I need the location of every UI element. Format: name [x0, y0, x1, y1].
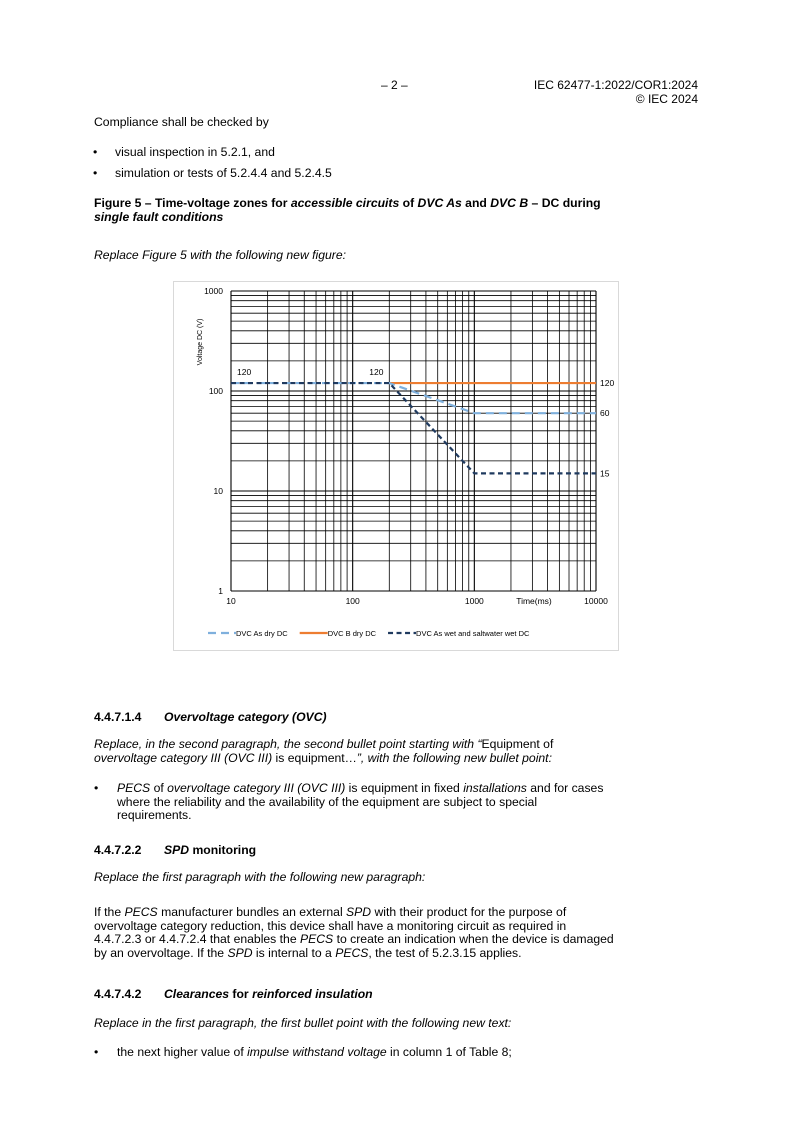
data-label: 120	[237, 367, 252, 378]
legend-label: DVC B dry DC	[327, 629, 377, 638]
figure-caption: Figure 5 – Time-voltage zones for accessible circuits of DVC As and DVC B – DC during single fault conditions	[94, 196, 601, 224]
bullet-icon: •	[94, 781, 99, 795]
x-axis-label: Time(ms)	[516, 596, 552, 606]
section-instruction: Replace the first paragraph with the following new paragraph:	[94, 870, 426, 884]
y-tick-label: 100	[208, 386, 223, 396]
legend-label: DVC As wet and saltwater wet DC	[416, 629, 530, 638]
series-line	[231, 383, 596, 413]
time-voltage-chart	[174, 282, 620, 652]
series-line	[231, 383, 596, 473]
list-item: • the next higher value of impulse withstand voltage in column 1 of Table 8;	[94, 1045, 512, 1059]
replace-note: Replace Figure 5 with the following new figure:	[94, 248, 347, 262]
y-tick-label: 10	[213, 486, 223, 496]
data-label: 120	[600, 378, 615, 389]
page-number: – 2 –	[381, 78, 408, 92]
section-heading: 4.4.7.1.4 Overvoltage category (OVC)	[94, 710, 327, 724]
x-tick-label: 1000	[464, 596, 484, 606]
x-tick-label: 100	[345, 596, 360, 606]
figure-frame	[173, 281, 619, 651]
y-axis-label: Voltage DC (V)	[197, 318, 204, 366]
section-heading: 4.4.7.4.2 Clearances for reinforced insulation	[94, 987, 373, 1001]
list-item: • simulation or tests of 5.2.4.4 and 5.2.4.5	[93, 166, 332, 180]
section-heading: 4.4.7.2.2 SPD monitoring	[94, 843, 257, 857]
legend-label: DVC As dry DC	[236, 629, 288, 638]
list-item: • PECS of overvoltage category III (OVC III) is equipment in fixed installations and for cases where the reliability and the availability of the equipment are subject to special requirements.	[94, 781, 604, 823]
copyright: © IEC 2024	[635, 92, 698, 106]
compliance-intro: Compliance shall be checked by	[94, 115, 269, 129]
data-label: 15	[600, 468, 610, 479]
x-tick-label: 10	[226, 596, 236, 606]
bullet-icon: •	[94, 1045, 99, 1059]
data-label: 60	[600, 408, 610, 419]
bullet-icon: •	[93, 166, 98, 180]
y-tick-label: 1000	[204, 286, 223, 296]
y-tick-label: 1	[218, 586, 223, 596]
x-tick-label: 10000	[584, 596, 608, 606]
bullet-icon: •	[93, 145, 98, 159]
section-instruction: Replace in the first paragraph, the first bullet point with the following new text:	[94, 1016, 512, 1030]
section-paragraph: If the PECS manufacturer bundles an external SPD with their product for the purpose of overvoltage category reduction, this device shall have a monitoring circuit as required in 4.4.7.2.3 or 4.4.7.2.4 that enables the PECS to create an indication when the device is damaged by an overvoltage. If the SPD is internal to a PECS, the test of 5.2.3.15 applies.	[94, 905, 614, 960]
section-instruction: Replace, in the second paragraph, the second bullet point starting with “Equipment of overvoltage category III (OVC III) is equipment…”, with the following new bullet point:	[94, 737, 554, 765]
list-item: • visual inspection in 5.2.1, and	[93, 145, 275, 159]
document-id: IEC 62477-1:2022/COR1:2024	[533, 78, 698, 92]
data-label: 120	[369, 367, 384, 378]
